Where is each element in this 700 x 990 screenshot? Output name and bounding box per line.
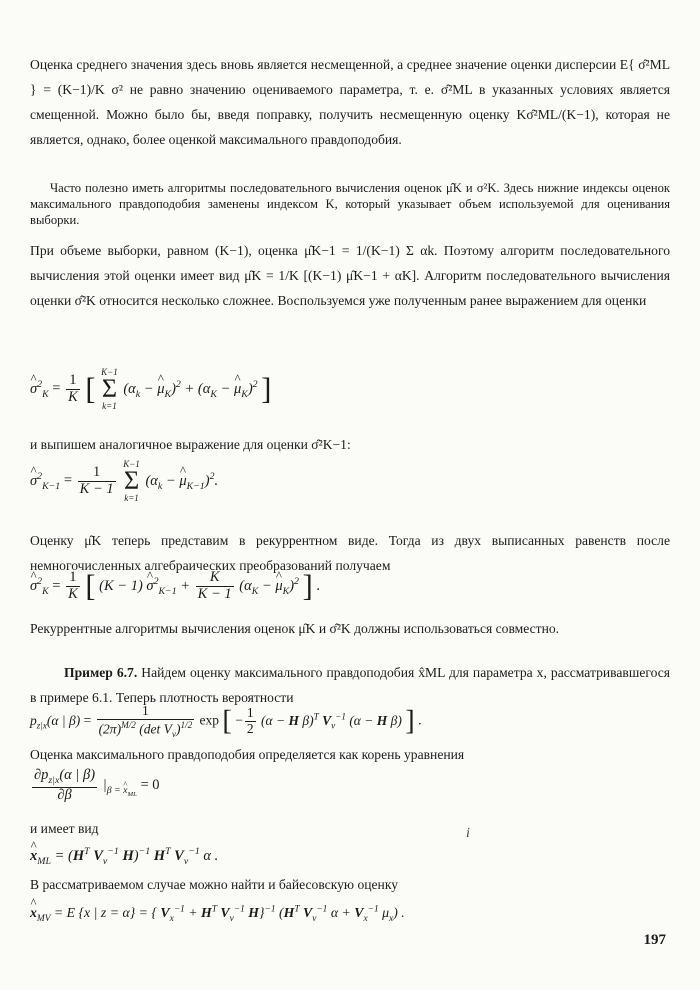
equation-root: $\frac{\partial p_{z|x}(\alpha | \beta)}{\partial\beta}$ $|_{\beta = \^{} x_{ML}} = 0$ (30, 768, 670, 804)
equation-xml: ^ $x_{ML} = (H^T$ $V_v^{-1}$ H)$^{-1}$ $H^T$ $V_v^{-1}$ α . (30, 846, 670, 867)
paragraph-8-text: Оценка максимального правдоподобия определяется как корень уравнения (30, 747, 465, 762)
paragraph-1 (30, 52, 670, 152)
equation-sigma-k-minus-1: ^ $\sigma^2_{K-1}$ = $\frac{1}{K - 1}$ K−1 Σ k=1 ($\alpha_k$ − ^ $\mu_{K-1})^2$. (30, 460, 670, 503)
equation-xmv: ^ $x_{MV} = E$ {x | z = α} = { $V_x^{-1} + H^T$ $V_v^{-1}$ H}$^{-1}$ ($H^T$ $V_v^{-1}$ $\alpha + V_x^{-1}$ $\mu_x$) . (30, 904, 670, 923)
paragraph-3 (30, 238, 670, 313)
paragraph-4 (30, 432, 670, 457)
margin-mark: i (466, 826, 470, 841)
equation-sigma-k: ^ $\sigma^2_K$ = $\frac{1}{K}$ [ K−1 Σ k=1 ($\alpha_k$ − ^ $\mu_K)^2 + (\alpha_K$ − ^ $\mu_K)^2$ ] (30, 368, 670, 411)
paragraph-9-text: и имеет вид (30, 821, 99, 836)
equation-density: $p_{z|x}(\alpha$ | β) = $\frac{1}{(2\pi)^{M/2} (\det V_v)^{1/2}}$ exp [ − $\frac{1}{2}$ (α − H β)$^T$ $V_v^{-1}$ (α − H β) ] . (30, 703, 422, 740)
paragraph-7 (30, 660, 670, 710)
paragraph-10-text: В рассматриваемом случае можно найти и байесовскую оценку (30, 877, 399, 892)
paragraph-8 (30, 742, 670, 767)
paragraph-9 (30, 816, 670, 841)
paragraph-10 (30, 872, 670, 897)
paragraph-1-text: Оценка среднего значения здесь вновь является несмещенной, а среднее значение оценки дисперсии E{ σ̂²ML } = (K−1)/K σ² не равно значению оцениваемого параметра, т. е. σ̂²ML в указанных условиях является смещенной. Можно было бы, введя поправку, получить несмещенную оценку Kσ̂²ML/(K−1), которая не является, однако, более оценкой максимального правдоподобия. (30, 57, 670, 147)
equation-recurrent-sigma: ^ $\sigma^2_K$ = $\frac{1}{K}$ [ (K − 1) ^ $\sigma^2_{K-1}$ + $\frac{K}{K - 1}$ ($\alpha_K$ − ^ $\mu_K)^2$ ] . (30, 570, 670, 603)
example-label: Пример 6.7. (64, 665, 138, 680)
page-number: 197 (643, 932, 666, 948)
paragraph-6 (30, 616, 670, 641)
paragraph-6-text: Рекуррентные алгоритмы вычисления оценок μ̂K и σ̂²K должны использоваться совместно. (30, 621, 560, 636)
paragraph-4-text: и выпишем аналогичное выражение для оценки σ̂²K−1: (30, 437, 351, 452)
paragraph-2-text: Часто полезно иметь алгоритмы последовательного вычисления оценок μ̂K и σ²K. Здесь нижние индексы оценок максимального правдоподобия заменены индексом K, который указывает объем используемой для оценивания выборки. (30, 181, 670, 227)
paragraph-7-text: Найдем оценку максимального правдоподобия x̂ML для параметра x, рассматривавшегося в примере 6.1. Теперь плотность вероятности (30, 665, 671, 705)
paragraph-3-text: При объеме выборки, равном (K−1), оценка μ̂K−1 = 1/(K−1) Σ αk. Поэтому алгоритм последовательного вычисления этой оценки имеет вид μ̂K = 1/K [(K−1) μ̂K−1 + αK]. Алгоритм последовательного вычисления оценки σ̂²K относится несколько сложнее. Воспользуемся уже полученным ранее выражением для оценки (30, 243, 670, 308)
paragraph-2 (30, 180, 670, 228)
paragraph-5-text: Оценку μ̂K теперь представим в рекуррентном виде. Тогда из двух выписанных равенств после немногочисленных алгебраических преобразований получаем (30, 533, 670, 573)
